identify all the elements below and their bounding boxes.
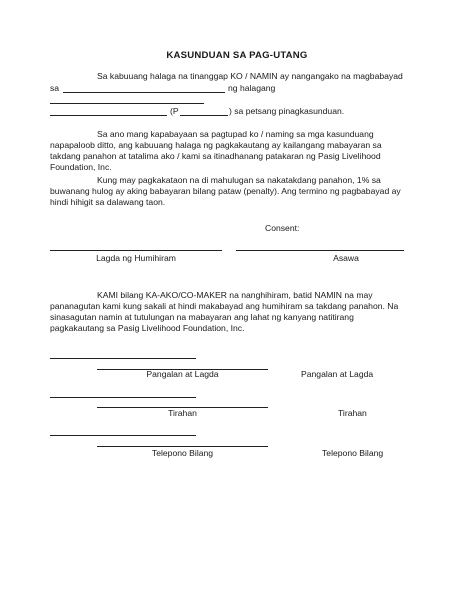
p3-line2: buwanang hulog ay aking babayaran bilang pataw (penalty). Ang termino ng pagbabayad ay <box>50 186 401 196</box>
borrower-signature-line[interactable] <box>50 250 222 251</box>
comaker-phone-line-2[interactable] <box>97 446 268 447</box>
spouse-signature-label: Asawa <box>333 253 359 263</box>
comaker-name-line-1[interactable] <box>50 358 196 359</box>
comaker-name-label: Pangalan at Lagda <box>146 369 219 379</box>
comaker-name-label-2: Pangalan at Lagda <box>301 369 374 379</box>
p4-line4: pagkakautang sa Pasig Livelihood Foundation, Inc. <box>50 323 245 333</box>
document-title: KASUNDUAN SA PAG-UTANG <box>166 50 308 61</box>
comaker-address-line-1[interactable] <box>50 397 196 398</box>
p2-line4: Foundation, Inc. <box>50 162 112 172</box>
p2-line1: Sa ano mang kapabayaan sa pagtupad ko / naming sa mga kasunduang <box>97 129 374 139</box>
p4-line2: pananagutan kami kung sakali at hindi makabayad ang humihiram sa takdang panahon. Na <box>50 301 399 311</box>
p1-p-open: (P <box>170 106 179 116</box>
borrower-signature-label: Lagda ng Humihiram <box>96 253 176 263</box>
amount-figure-blank[interactable] <box>180 115 228 116</box>
spouse-signature-line[interactable] <box>236 250 404 251</box>
amount-words-blank[interactable] <box>50 103 204 104</box>
p4-line3: sinasagutan namin at tutulungan na mabayaran ang lahat ng kanyang natitirang <box>50 312 354 322</box>
p1-line1: Sa kabuuang halaga na tinanggap KO / NAMIN ay nangangako na magbabayad <box>97 71 403 81</box>
payee-blank[interactable] <box>63 92 225 93</box>
p1-sa: sa <box>50 83 60 93</box>
p1-close: ) sa petsang pinagkasunduan. <box>229 106 345 116</box>
consent-label: Consent: <box>265 223 300 233</box>
p3-line1: Kung may pagkakataon na di mahulugan sa nakatakdang panahon, 1% sa <box>97 175 381 185</box>
p1-ng-halagang: ng halagang <box>228 83 276 93</box>
p3-line3: hindi hihigit sa dalawang taon. <box>50 197 166 207</box>
comaker-address-label-2: Tirahan <box>338 408 367 418</box>
comaker-phone-label-2: Telepono Bilang <box>322 448 384 458</box>
p2-line3: takdang panahon at tatalima ako / kami sa itinadhanang patakaran ng Pasig Livelihood <box>50 151 381 161</box>
p4-line1: KAMI bilang KA-AKO/CO-MAKER na nanghihiram, batid NAMIN na may <box>97 290 373 300</box>
comaker-address-label: Tirahan <box>168 408 197 418</box>
comaker-phone-label: Telepono Bilang <box>151 448 214 458</box>
comaker-phone-line-1[interactable] <box>50 435 196 436</box>
p2-line2: napapaloob ditto, ang kabuuang halaga ng pagkakautang ay kailangang mabayaran sa <box>50 140 382 150</box>
amount-words-blank-2[interactable] <box>50 115 167 116</box>
